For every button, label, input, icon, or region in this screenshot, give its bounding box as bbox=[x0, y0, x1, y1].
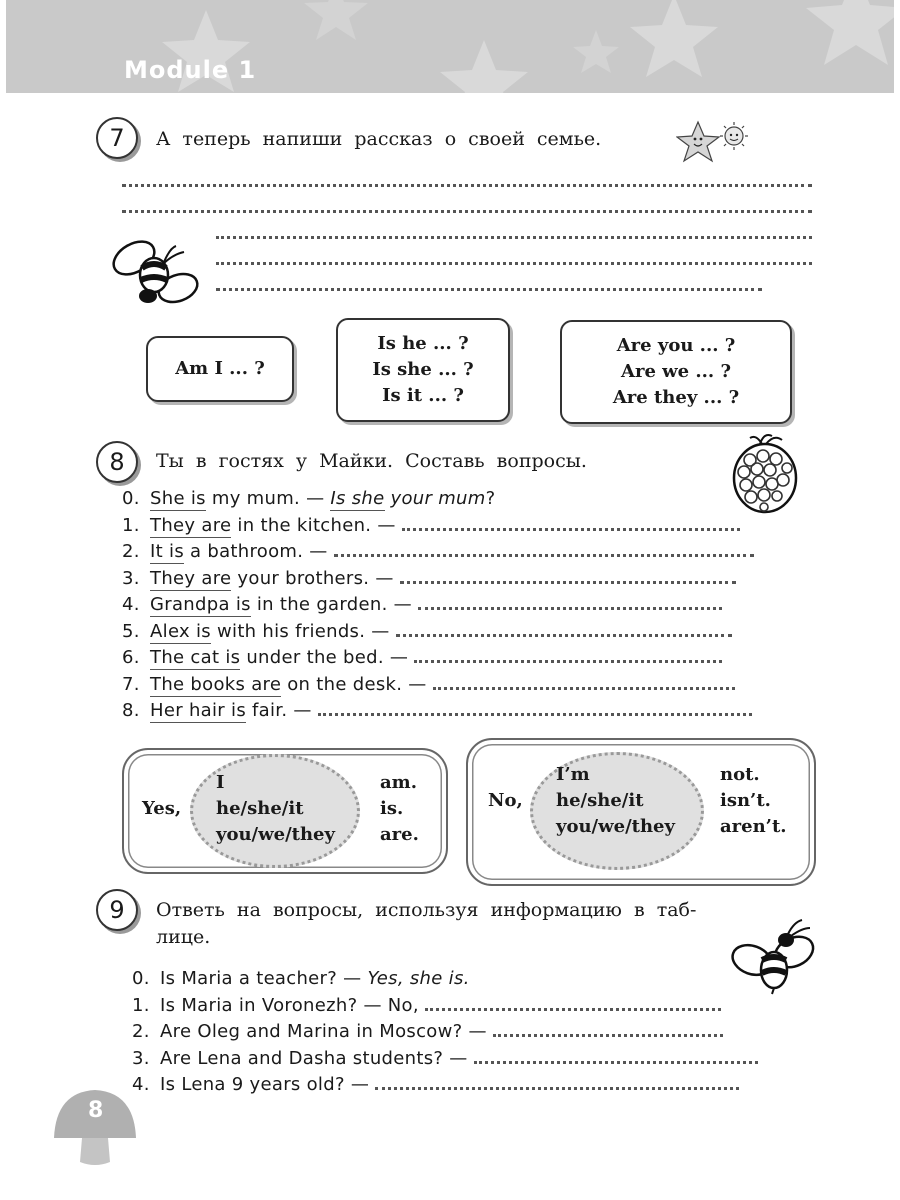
answer-line[interactable] bbox=[396, 620, 732, 637]
subject-phrase: It is bbox=[150, 541, 184, 562]
sentence-rest: in the kitchen. — bbox=[231, 515, 396, 536]
answer-line[interactable] bbox=[493, 1020, 723, 1037]
verb-am: am. bbox=[380, 772, 417, 793]
sentence-item bbox=[122, 593, 722, 615]
sentence-item bbox=[122, 673, 735, 695]
answer-line[interactable] bbox=[418, 593, 722, 610]
writing-line[interactable] bbox=[216, 262, 812, 265]
question-item bbox=[132, 994, 721, 1016]
exercise-9-instruction-cont: лице. bbox=[156, 926, 211, 948]
writing-line[interactable] bbox=[122, 184, 812, 187]
question-text: Are Lena and Dasha students? — bbox=[160, 1048, 468, 1069]
subject-phrase: Alex is bbox=[150, 621, 211, 642]
pronoun-he-she-it: he/she/it bbox=[556, 790, 644, 811]
exercise-7-number: 7 bbox=[96, 117, 138, 159]
item-number: 6. bbox=[122, 647, 140, 668]
question-pattern: Am I ... ? bbox=[175, 358, 265, 379]
question-pattern: Is he ... ? bbox=[377, 333, 469, 354]
verb-are: are. bbox=[380, 824, 419, 845]
pronoun-you-we-they: you/we/they bbox=[216, 824, 335, 845]
answer-question-part: your mum bbox=[384, 488, 486, 509]
sentence-item bbox=[122, 699, 752, 721]
answer-line[interactable] bbox=[425, 994, 721, 1011]
pronoun-im: I’m bbox=[556, 764, 590, 785]
sentence-rest: a bathroom. — bbox=[184, 541, 328, 562]
verb-not: not. bbox=[720, 764, 760, 785]
answer-line[interactable] bbox=[318, 699, 752, 716]
pronoun-he-she-it: he/she/it bbox=[216, 798, 304, 819]
item-number: 4. bbox=[132, 1074, 150, 1095]
exercise-7-instruction: А теперь напиши рассказ о своей семье. bbox=[156, 128, 602, 150]
sentence-rest: on the desk. — bbox=[281, 674, 427, 695]
item-number: 1. bbox=[132, 995, 150, 1016]
question-text: Is Maria in Voronezh? — No, bbox=[160, 995, 419, 1016]
answer-line[interactable] bbox=[474, 1047, 758, 1064]
sentence-rest: with his friends. — bbox=[210, 621, 390, 642]
subject-phrase: The books are bbox=[150, 674, 282, 695]
sentence-item bbox=[122, 567, 736, 589]
raspberry-icon bbox=[726, 430, 804, 516]
question-pattern: Is she ... ? bbox=[372, 359, 474, 380]
item-number: 3. bbox=[132, 1048, 150, 1069]
example-question-0 bbox=[132, 968, 470, 989]
answer-question-part: Is she bbox=[330, 488, 385, 509]
question-box-you-we-they bbox=[560, 320, 792, 424]
question-mark: ? bbox=[485, 488, 496, 509]
subject-phrase: They are bbox=[150, 515, 232, 536]
sentence-item bbox=[122, 540, 754, 562]
sentence-rest: in the garden. — bbox=[250, 594, 412, 615]
pronoun-you-we-they: you/we/they bbox=[556, 816, 675, 837]
item-number: 7. bbox=[122, 674, 140, 695]
module-title: Module 1 bbox=[124, 56, 257, 84]
item-number: 2. bbox=[132, 1021, 150, 1042]
answer-line[interactable] bbox=[400, 567, 736, 584]
question-item bbox=[132, 1047, 758, 1069]
exercise-8-instruction: Ты в гостях у Майки. Составь вопросы. bbox=[156, 450, 587, 472]
writing-line[interactable] bbox=[216, 288, 762, 291]
question-text: Are Oleg and Marina in Moscow? — bbox=[160, 1021, 487, 1042]
question-pattern: Are they ... ? bbox=[612, 387, 740, 408]
item-number: 2. bbox=[122, 541, 140, 562]
item-number: 8. bbox=[122, 700, 140, 721]
verb-arent: aren’t. bbox=[720, 816, 787, 837]
pronoun-i: I bbox=[216, 772, 225, 793]
sentence-item bbox=[122, 514, 740, 536]
question-pattern: Is it ... ? bbox=[382, 385, 464, 406]
exercise-9-number: 9 bbox=[96, 889, 138, 931]
answer-line[interactable] bbox=[375, 1073, 739, 1090]
module-header bbox=[6, 0, 894, 93]
sentence-rest: your brothers. — bbox=[231, 568, 394, 589]
answer-line[interactable] bbox=[334, 540, 754, 557]
writing-line[interactable] bbox=[122, 210, 812, 213]
bee-icon bbox=[104, 230, 204, 310]
question-pattern: Are you ... ? bbox=[616, 335, 736, 356]
question-item bbox=[132, 1020, 723, 1042]
yes-word: Yes, bbox=[142, 798, 182, 819]
subject-phrase: She is bbox=[150, 488, 206, 509]
exercise-9-instruction: Ответь на вопросы, используя информацию в таб- bbox=[156, 899, 697, 921]
item-number: 0. bbox=[132, 968, 150, 989]
answer-line[interactable] bbox=[433, 673, 735, 690]
sentence-rest: my mum. — bbox=[205, 488, 331, 509]
verb-is: is. bbox=[380, 798, 404, 819]
item-number: 0. bbox=[122, 488, 140, 509]
page-number: 8 bbox=[88, 1098, 104, 1123]
question-box-i bbox=[146, 336, 294, 402]
item-number: 5. bbox=[122, 621, 140, 642]
sentence-rest: under the bed. — bbox=[240, 647, 409, 668]
question-text: Is Lena 9 years old? — bbox=[160, 1074, 370, 1095]
question-box-he-she-it bbox=[336, 318, 510, 422]
item-number: 3. bbox=[122, 568, 140, 589]
verb-isnt: isn’t. bbox=[720, 790, 771, 811]
answer-line[interactable] bbox=[414, 646, 722, 663]
exercise-8-number: 8 bbox=[96, 441, 138, 483]
question-text: Is Maria a teacher? — bbox=[160, 968, 368, 989]
question-item bbox=[132, 1073, 739, 1095]
answer-line[interactable] bbox=[402, 514, 740, 531]
subject-phrase: The cat is bbox=[150, 647, 241, 668]
item-number: 4. bbox=[122, 594, 140, 615]
subject-phrase: Grandpa is bbox=[150, 594, 251, 615]
bee-icon bbox=[728, 916, 820, 996]
example-sentence-0 bbox=[122, 488, 495, 509]
sentence-item bbox=[122, 646, 722, 668]
sentence-rest: fair. — bbox=[246, 700, 312, 721]
subject-phrase: They are bbox=[150, 568, 232, 589]
item-number: 1. bbox=[122, 515, 140, 536]
sentence-item bbox=[122, 620, 732, 642]
star-sun-icon bbox=[676, 118, 756, 166]
question-pattern: Are we ... ? bbox=[621, 361, 731, 382]
no-word: No, bbox=[488, 790, 523, 811]
example-answer: Yes, she is. bbox=[367, 968, 470, 989]
writing-line[interactable] bbox=[216, 236, 812, 239]
subject-phrase: Her hair is bbox=[150, 700, 247, 721]
